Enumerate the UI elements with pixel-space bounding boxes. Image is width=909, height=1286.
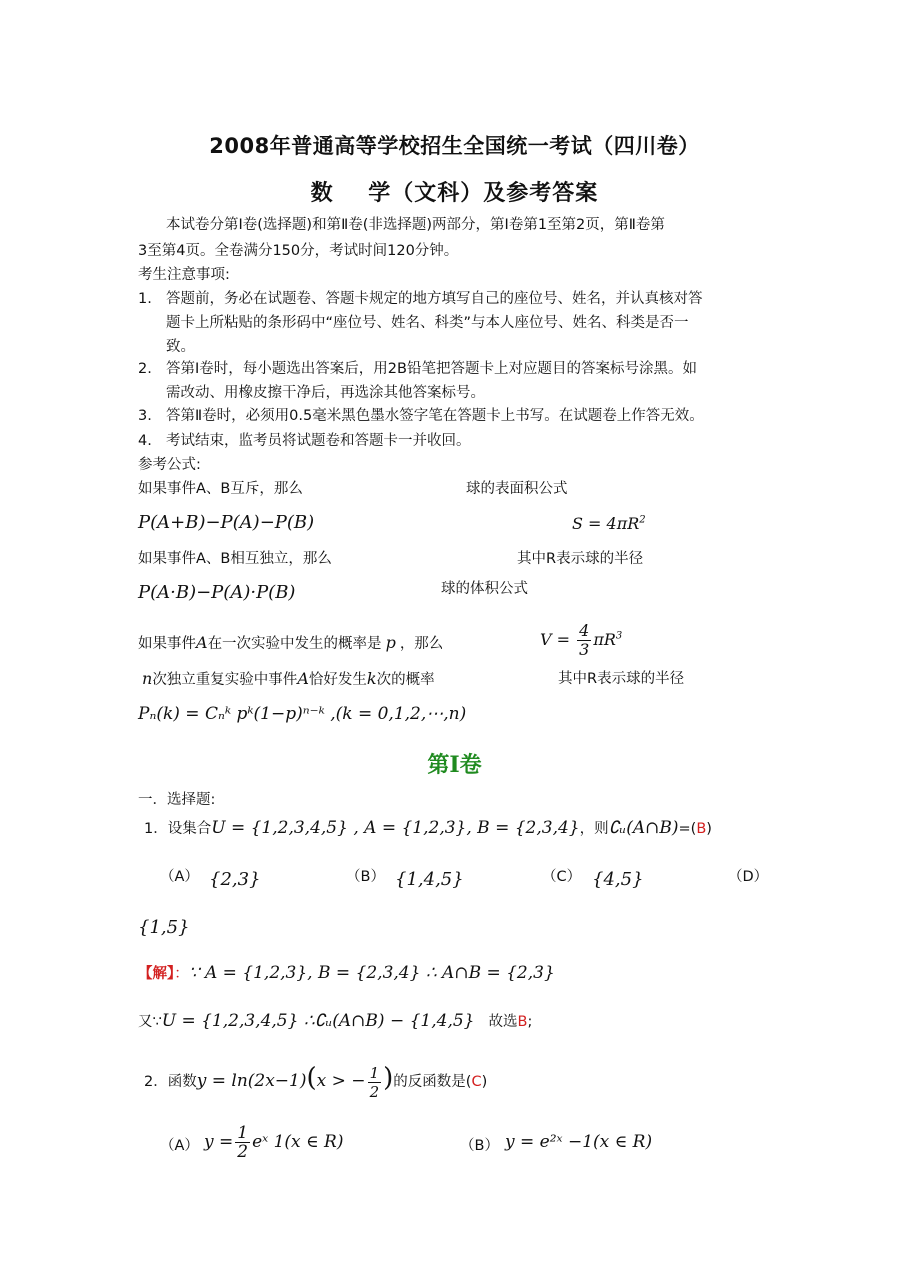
complement-expression: ∁ᵤ(A∩B): [608, 818, 679, 838]
note-number: 4.: [138, 433, 152, 449]
text-span: 次独立重复实验中事件: [152, 672, 298, 688]
trials-text: [142, 667, 435, 692]
page-subtitle: 数 学（文科）及参考答案: [310, 181, 599, 206]
note-line: 答第Ⅱ卷时，必须用0.5毫米黑色墨水签字笔在答题卡上书写。在试题卷上作答无效。: [166, 408, 704, 424]
function-expression: y = ln(2x−1): [196, 1071, 307, 1091]
answer-letter: C: [471, 1074, 482, 1090]
text-span: ：: [174, 966, 189, 982]
note-line: 答题前，务必在试题卷、答题卡规定的地方填写自己的座位号、姓名，并认真核对答: [166, 291, 703, 307]
bracket-open: (: [306, 1063, 317, 1093]
formula-text: πR: [593, 630, 616, 649]
note-number: 3.: [138, 408, 152, 424]
option-d-label: （D）: [728, 869, 769, 885]
exclusive-text: 如果事件A、B互斥，那么: [138, 481, 303, 497]
q2-option-b-value: y = e²ˣ −1(x ∈ R): [505, 1132, 653, 1152]
text-span: ，那么: [399, 636, 444, 652]
variable-a: A: [196, 633, 208, 652]
fraction: [235, 1124, 250, 1161]
text-span: 的反函数是(: [393, 1074, 472, 1090]
text-span: ): [481, 1074, 488, 1090]
q2-option-b-label: （B）: [460, 1138, 499, 1154]
formula-text: S = 4πR: [572, 514, 640, 533]
option-b-label: （B）: [346, 869, 385, 885]
option-d-value: {1,5}: [138, 917, 190, 938]
text-span: ，则: [579, 821, 609, 837]
page-title: 2008年普通高等学校招生全国统一考试（四川卷）: [209, 134, 700, 158]
solution-line-2: [138, 1010, 532, 1031]
text-span: 又∵: [138, 1014, 162, 1030]
formula-text: eˣ 1(x ∈ R): [252, 1132, 344, 1152]
text-span: 恰好发生: [308, 672, 367, 688]
question-sets: U = {1,2,3,4,5} , A = {1,2,3}, B = {2,3,4}: [211, 818, 580, 838]
sphere-area-formula: [572, 514, 646, 533]
sphere-volume-text: 球的体积公式: [441, 581, 528, 597]
text-span: ;: [527, 1014, 533, 1030]
formula-exponent: 2: [639, 514, 646, 526]
condition-expression: x > −: [316, 1071, 366, 1091]
solution-formula: ∵ A = {1,2,3}, B = {2,3,4} ∴ A∩B = {2,3}: [188, 963, 555, 983]
variable-k: k: [366, 669, 377, 688]
choice-heading: 一．选择题:: [138, 792, 216, 808]
numerator: 4: [579, 621, 590, 640]
answer-letter: B: [517, 1014, 528, 1030]
question-2: [144, 1063, 487, 1101]
formula-text: V =: [540, 630, 571, 649]
option-a-value: {2,3}: [209, 869, 261, 890]
text-span: 次的概率: [376, 672, 435, 688]
text-span: ): [706, 821, 712, 837]
denominator: 3: [579, 640, 590, 659]
option-c-value: {4,5}: [592, 869, 644, 890]
sphere-area-text: 球的表面积公式: [466, 481, 568, 497]
answer-letter: B: [696, 821, 707, 837]
q2-option-a-value: [204, 1124, 343, 1161]
formula-text: y =: [204, 1132, 234, 1152]
numerator: 1: [237, 1123, 249, 1143]
bracket-close: ): [383, 1063, 394, 1093]
option-b-value: {1,4,5}: [395, 869, 464, 890]
option-c-label: （C）: [542, 869, 582, 885]
probability-text: [138, 631, 443, 656]
note-number: 1.: [138, 291, 152, 307]
fraction: [368, 1064, 382, 1101]
text-span: 如果事件: [138, 636, 196, 652]
section-title: 第Ⅰ卷: [427, 752, 482, 778]
radius-note-1: 其中R表示球的半径: [517, 551, 644, 567]
binomial-formula: Pₙ(k) = Cₙᵏ pᵏ(1−p)ⁿ⁻ᵏ ,(k = 0,1,2,⋯,n): [138, 704, 467, 724]
independent-formula: P(A·B)−P(A)·P(B): [138, 582, 296, 603]
fraction: [577, 622, 591, 659]
note-line: 答第Ⅰ卷时，每小题选出答案后，用2B铅笔把答题卡上对应题目的答案标号涂黑。如: [166, 361, 697, 377]
q2-option-a-label: （A）: [160, 1138, 199, 1154]
note-number: 2.: [138, 361, 152, 377]
question-label: 1．设集合: [144, 821, 212, 837]
note-line: 考试结束，监考员将试题卷和答题卡一并收回。: [166, 433, 471, 449]
note-line: 需改动、用橡皮擦干净后，再选涂其他答案标号。: [166, 385, 485, 401]
question-label: 2．函数: [144, 1074, 197, 1090]
variable-p: p: [385, 633, 396, 652]
exclusive-formula: P(A+B)−P(A)−P(B): [138, 512, 315, 533]
denominator: 2: [237, 1142, 249, 1162]
text-span: =(: [678, 821, 697, 837]
variable-n: n: [142, 669, 153, 688]
notes-heading: 考生注意事项:: [138, 267, 230, 283]
sphere-volume-formula: [540, 622, 622, 659]
solution-formula: U = {1,2,3,4,5} ∴∁ᵤ(A∩B) − {1,4,5}: [161, 1011, 475, 1031]
intro-line-1: 本试卷分第Ⅰ卷(选择题)和第Ⅱ卷(非选择题)两部分，第Ⅰ卷第1至第2页，第Ⅱ卷第: [166, 217, 665, 233]
solution-line-1: [138, 962, 555, 983]
solution-label: 【解】: [138, 966, 175, 982]
question-1: [144, 817, 712, 838]
denominator: 2: [369, 1082, 380, 1101]
numerator: 1: [369, 1063, 380, 1082]
note-line: 致。: [166, 339, 195, 355]
note-line: 题卡上所粘贴的条形码中“座位号、姓名、科类”与本人座位号、姓名、科类是否一: [166, 315, 689, 331]
formulas-heading: 参考公式:: [138, 457, 201, 473]
text-span: 在一次实验中发生的概率是: [207, 636, 382, 652]
radius-note-2: 其中R表示球的半径: [558, 671, 685, 687]
variable-a: A: [297, 669, 309, 688]
formula-exponent: 3: [615, 630, 623, 642]
text-span: 故选: [488, 1014, 518, 1030]
independent-text: 如果事件A、B相互独立，那么: [138, 551, 332, 567]
intro-line-2: 3至第4页。全卷满分150分，考试时间120分钟。: [138, 243, 459, 259]
option-a-label: （A）: [160, 869, 199, 885]
